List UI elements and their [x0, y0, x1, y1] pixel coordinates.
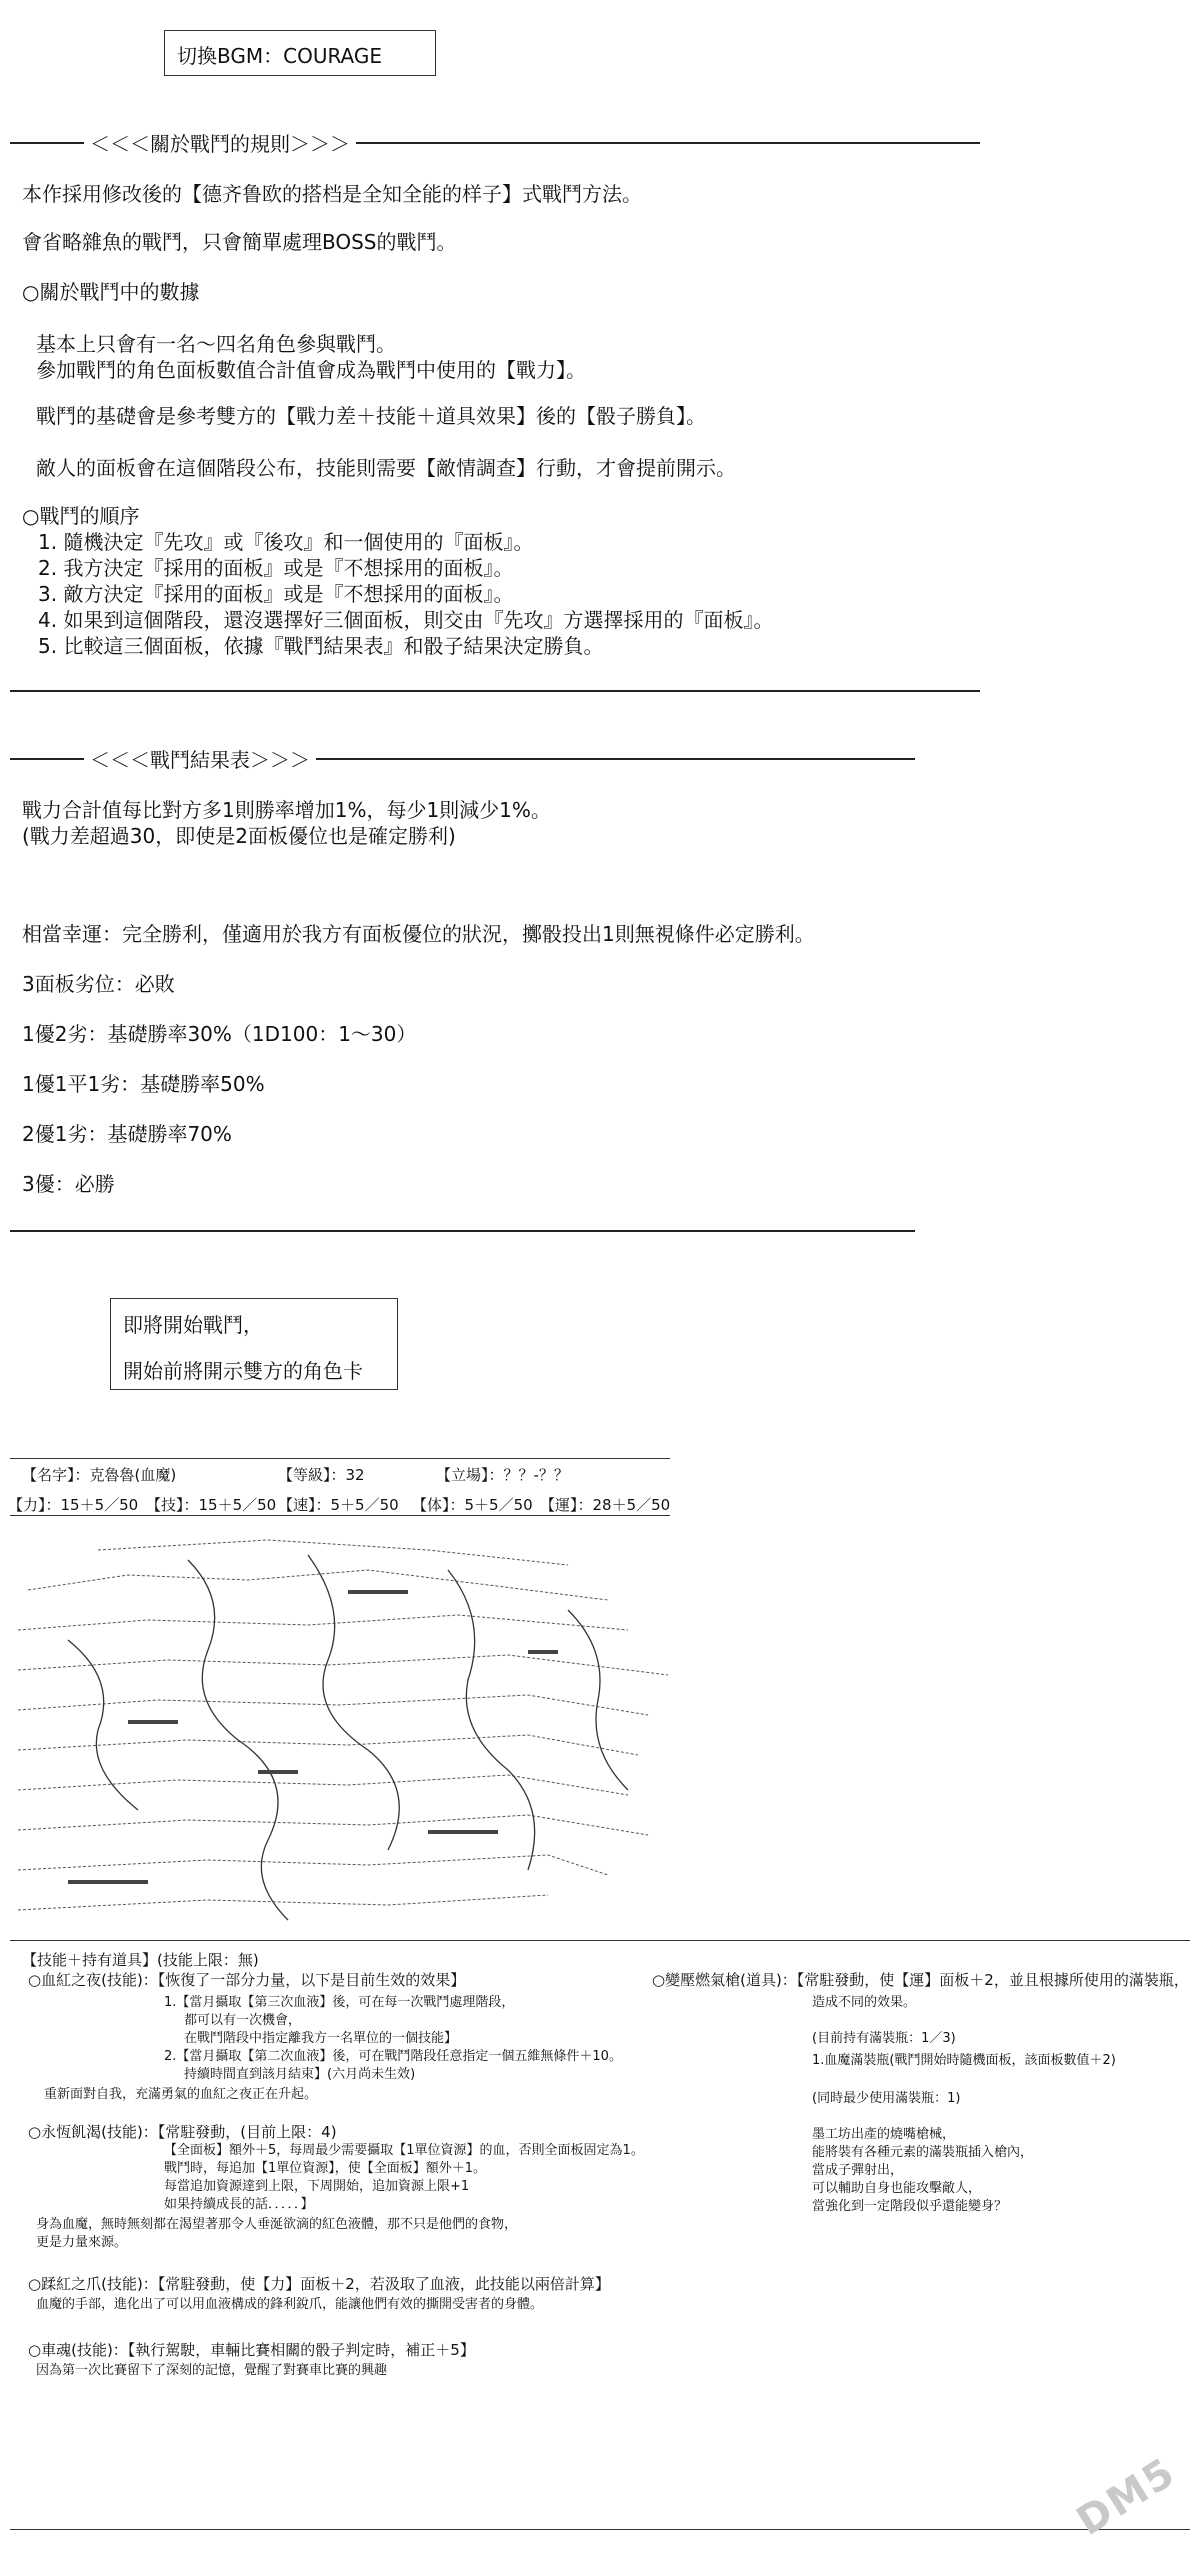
rules-data-2: 參加戰鬥的角色面板數值合計值會成為戰鬥中使用的【戰力】。: [36, 358, 586, 382]
skill-line: 【全面板】額外＋5，每周最少需要攝取【1單位資源】的血，否則全面板固定為1。: [164, 2143, 644, 2158]
skill-title: ○蹂紅之爪(技能)：【常駐發動，使【力】面板＋2，若汲取了血液，此技能以兩倍計算】: [28, 2275, 610, 2293]
card-stat: 【体】：5＋5／50: [412, 1496, 533, 1514]
rules-data-title: ○關於戰鬥中的數據: [22, 280, 200, 304]
rules-order-item: 4. 如果到這個階段，還沒選擇好三個面板，則交由『先攻』方選擇採用的『面板』。: [38, 608, 774, 632]
item-line: 可以輔助自身也能攻擊敵人，: [812, 2181, 982, 2196]
skill-line: 2.【當月攝取【第二次血液】後，可在戰鬥階段任意指定一個五維無條件＋10。: [164, 2049, 622, 2064]
skill-line: 重新面對自我，充滿勇氣的血紅之夜正在升起。: [44, 2087, 318, 2102]
card-stat: 【力】：15＋5／50: [8, 1496, 139, 1514]
skill-line: 戰鬥時，每追加【1單位資源】，使【全面板】額外＋1。: [164, 2161, 487, 2176]
results-lucky: 相當幸運：完全勝利，僅適用於我方有面板優位的狀況，擲骰投出1則無視條件必定勝利。: [22, 922, 815, 946]
notice-line-2: 開始前將開示雙方的角色卡: [123, 1359, 363, 1383]
item-line: (目前持有滿裝瓶：1／3): [812, 2031, 956, 2046]
item-line: 當強化到一定階段似乎還能變身？: [812, 2199, 1008, 2214]
card-stance: 【立場】：？？-？？: [436, 1466, 569, 1484]
rules-order-title: ○戰鬥的順序: [22, 504, 140, 528]
item-line: 1.血魔滿裝瓶(戰鬥開始時隨機面板，該面板數值＋2): [812, 2053, 1116, 2068]
card-stat: 【速】：5＋5／50: [278, 1496, 399, 1514]
dm5-watermark-logo: DM5: [1069, 2449, 1185, 2545]
card-stat: 【技】：15＋5／50: [146, 1496, 277, 1514]
skill-line: 在戰鬥階段中指定離我方一名單位的一個技能】: [184, 2031, 458, 2046]
results-row: 3優：必勝: [22, 1172, 115, 1196]
rules-order-item: 3. 敵方決定『採用的面板』或是『不想採用的面板』。: [38, 582, 514, 606]
item-line: 墨工坊出產的燒嘴槍械，: [812, 2127, 956, 2142]
rules-end-rule: [10, 690, 980, 692]
card-level: 【等級】：32: [278, 1466, 365, 1484]
skill-title: ○血紅之夜(技能)：【恢復了一部分力量，以下是目前生效的效果】: [28, 1971, 466, 1989]
results-row: 1優1平1劣：基礎勝率50%: [22, 1072, 265, 1096]
bgm-label: 切換BGM：COURAGE: [177, 44, 383, 68]
rules-intro-2: 會省略雜魚的戰鬥，只會簡單處理BOSS的戰鬥。: [22, 230, 457, 254]
skill-line: 血魔的手部，進化出了可以用血液構成的鋒利銳爪，能讓他們有效的撕開受害者的身體。: [36, 2297, 544, 2312]
skill-line: 1.【當月攝取【第三次血液】後，可在每一次戰鬥處理階段，: [164, 1995, 515, 2010]
skill-line: 如果持續成長的話．．．．．】: [164, 2197, 314, 2212]
skills-header: 【技能＋持有道具】(技能上限：無): [22, 1951, 259, 1969]
results-row: 1優2劣：基礎勝率30%（1D100：1～30）: [22, 1022, 417, 1046]
item-title: ○變壓燃氣槍(道具)：【常駐發動，使【運】面板＋2，並且根據所使用的滿裝瓶，: [652, 1971, 1189, 1989]
rules-order-item: 1. 隨機決定『先攻』或『後攻』和一個使用的『面板』。: [38, 530, 534, 554]
skill-line: 因為第一次比賽留下了深刻的記憶，覺醒了對賽車比賽的興趣: [36, 2363, 388, 2378]
rules-heading: ＜＜＜關於戰鬥的規則＞＞＞: [84, 128, 356, 157]
results-row: 3面板劣位：必敗: [22, 972, 175, 996]
results-row: 2優1劣：基礎勝率70%: [22, 1122, 232, 1146]
skill-title: ○永恆飢渴(技能)：【常駐發動，(目前上限：4): [28, 2123, 337, 2141]
item-line: 當成子彈射出，: [812, 2163, 904, 2178]
skill-line: 更是力量來源。: [36, 2235, 128, 2250]
card-name: 【名字】：克魯魯(血魔): [22, 1466, 177, 1484]
skill-line: 持續時間直到該月結束】(六月尚未生效): [184, 2067, 416, 2082]
results-line-1: 戰力合計值每比對方多1則勝率增加1%，每少1則減少1%。: [22, 798, 551, 822]
item-line: (同時最少使用滿裝瓶：1): [812, 2091, 961, 2106]
rules-data-1: 基本上只會有一名～四名角色參與戰鬥。: [36, 332, 396, 356]
skill-title: ○車魂(技能)：【執行駕駛，車輛比賽相關的骰子判定時，補正＋5】: [28, 2341, 475, 2359]
rules-intro-1: 本作採用修改後的【德齐鲁欧的搭档是全知全能的样子】式戰鬥方法。: [22, 182, 642, 206]
bgm-box: [164, 30, 436, 76]
notice-line-1: 即將開始戰鬥，: [123, 1313, 263, 1337]
ascii-art-character: [8, 1530, 688, 1930]
results-line-2: (戰力差超過30，即使是2面板優位也是確定勝利): [22, 824, 456, 848]
results-end-rule: [10, 1230, 915, 1232]
battle-notice-box: [110, 1298, 398, 1390]
rules-data-4: 敵人的面板會在這個階段公布，技能則需要【敵情調查】行動，才會提前開示。: [36, 456, 736, 480]
results-heading: ＜＜＜戰鬥結果表＞＞＞: [84, 744, 316, 773]
item-line: 能將裝有各種元素的滿裝瓶插入槍內，: [812, 2145, 1034, 2160]
skill-line: 身為血魔，無時無刻都在渴望著那令人垂涎欲滴的紅色液體，那不只是他們的食物，: [36, 2217, 518, 2232]
item-line: 造成不同的效果。: [812, 1995, 917, 2010]
skill-line: 都可以有一次機會，: [184, 2013, 302, 2028]
rules-data-3: 戰鬥的基礎會是參考雙方的【戰力差＋技能＋道具效果】後的【骰子勝負】。: [36, 404, 706, 428]
card-stat: 【運】：28＋5／50: [540, 1496, 671, 1514]
skill-line: 每當追加資源達到上限，下周開始，追加資源上限+1: [164, 2179, 470, 2194]
rules-order-item: 5. 比較這三個面板，依據『戰鬥結果表』和骰子結果決定勝負。: [38, 634, 604, 658]
rules-order-item: 2. 我方決定『採用的面板』或是『不想採用的面板』。: [38, 556, 514, 580]
